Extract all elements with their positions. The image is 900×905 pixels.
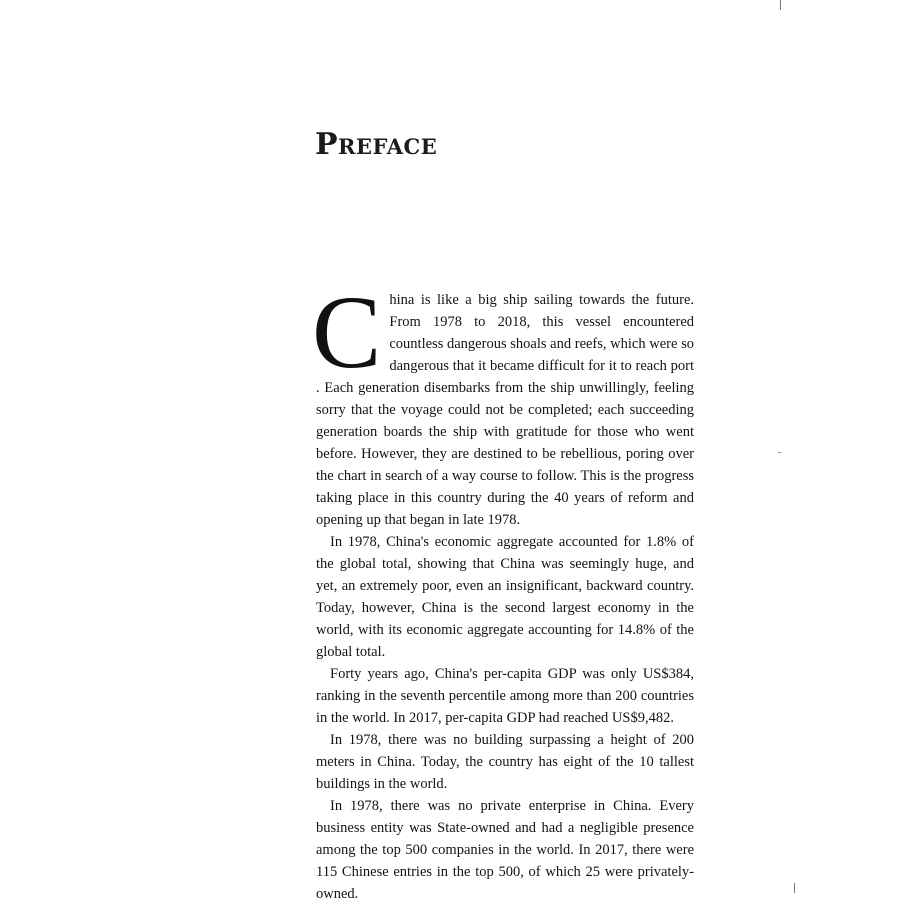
- paragraph-1: [312, 275, 694, 531]
- paragraph-5: In 1978, there was no private enterprise in China. Every business entity was State-owned and had a negligible presence among the top 500 companies in the world. In 2017, there were 115 Chinese entries in the top 500, of which 25 were privately-owned.: [316, 798, 694, 902]
- crop-mark-bottom: [794, 883, 795, 893]
- page-title: Preface: [315, 127, 438, 162]
- preface-body: [312, 275, 694, 905]
- paragraph-2: In 1978, China's economic aggregate accounted for 1.8% of the global total, showing that China was seemingly huge, and yet, an extremely poor, even an insignificant, backward country. Today, however, China is the second largest economy in the world, with its economic aggregate accounting for 14.8% of the global total.: [316, 534, 694, 660]
- drop-cap: C: [312, 275, 382, 390]
- paragraph-4: In 1978, there was no building surpassing a height of 200 meters in China. Today, the country has eight of the 10 tallest buildings in the world.: [316, 732, 694, 792]
- paragraph-1-text: hina is like a big ship sailing towards the future. From 1978 to 2018, this vessel encountered countless dangerous shoals and reefs, which were so dangerous that it became difficult for it to reach port . Each generation disembarks from the ship unwillingly, feeling sorry that the voyage could not be completed; each succeeding generation boards the ship with gratitude for those who went before. However, they are destined to be rebellious, poring over the chart in search of a way course to follow. This is the progress taking place in this country during the 40 years of reform and opening up that began in late 1978.: [316, 292, 694, 528]
- crop-mark-top: [780, 0, 781, 10]
- paragraph-3: Forty years ago, China's per-capita GDP was only US$384, ranking in the seventh percentile among more than 200 countries in the world. In 2017, per-capita GDP had reached US$9,482.: [316, 666, 694, 726]
- crop-mark-side: [778, 452, 781, 453]
